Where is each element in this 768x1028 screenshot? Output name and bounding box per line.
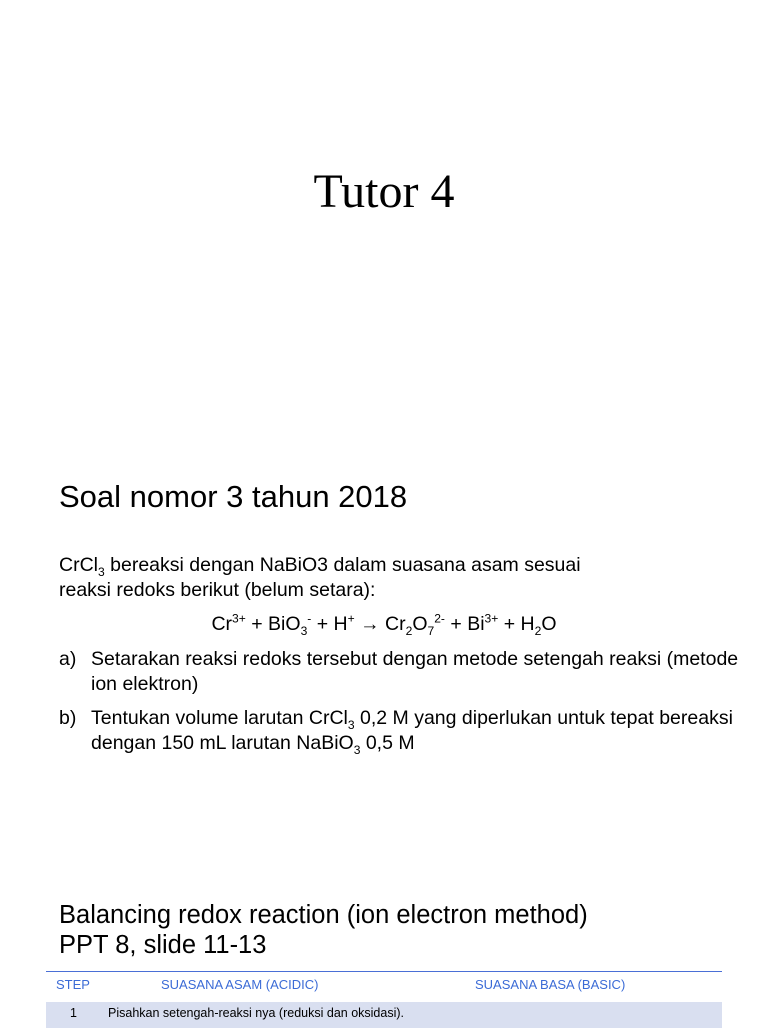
question-b-part2: 0,2 M yang diperlukan untuk tepat bereaksi dengan 150 mL larutan NaBiO [91,707,733,754]
header-basic: SUASANA BASA (BASIC) [475,977,626,992]
method-heading [59,900,588,960]
question-heading: Soal nomor 3 tahun 2018 [59,479,408,514]
question-b-text [91,706,739,756]
steps-table [46,971,722,1028]
row-step-text: Pisahkan setengah-reaksi nya (reduksi dan oksidasi). [108,1006,404,1020]
question-b-part1: Tentukan volume larutan CrCl [91,707,348,729]
eq-bio3-sub: 3 [300,623,308,638]
question-b-sub2: 3 [353,742,361,757]
table-header [46,972,722,998]
method-heading-line-1: Balancing redox reaction (ion electron method) [59,901,588,929]
eq-bi-charge: 3+ [484,611,499,626]
question-a [59,647,739,697]
eq-cr: Cr [211,613,233,635]
question-b [59,706,739,756]
header-step: STEP [56,977,90,992]
question-b-label: b) [59,707,77,729]
header-acidic: SUASANA ASAM (ACIDIC) [161,977,319,992]
eq-bio3-charge: - [307,611,312,626]
eq-h: + H [311,613,348,635]
question-a-label: a) [59,648,77,670]
question-intro [59,553,749,603]
eq-arrow-cr2: → Cr [354,613,406,635]
question-b-sub1: 3 [347,717,355,732]
table-row [46,1002,722,1028]
redox-equation [0,612,768,637]
eq-cr2-sub: 2 [405,623,413,638]
row-step-number: 1 [70,1006,77,1020]
eq-o7-charge: 2- [434,611,445,626]
eq-water-o: O [541,613,557,635]
eq-bi: + Bi [444,613,485,635]
eq-h2-sub: 2 [534,623,542,638]
eq-bio3: + BiO [245,613,301,635]
intro-line-2: reaksi redoks berikut (belum setara): [59,579,376,601]
slide-title: Tutor 4 [313,165,455,218]
question-b-part3: 0,5 M [360,732,415,754]
eq-o: O [412,613,428,635]
intro-line-1: bereaksi dengan NaBiO3 dalam suasana asam sesuai [104,554,581,576]
crcl-subscript: 3 [98,564,105,579]
crcl-formula: CrCl [59,554,98,576]
eq-h-charge: + [347,611,355,626]
method-heading-line-2: PPT 8, slide 11-13 [59,931,267,959]
question-a-text: Setarakan reaksi redoks tersebut dengan metode setengah reaksi (metode ion elektron) [91,648,739,695]
eq-o7-sub: 7 [427,623,435,638]
eq-h2: + H [498,613,535,635]
eq-cr-charge: 3+ [232,611,246,626]
